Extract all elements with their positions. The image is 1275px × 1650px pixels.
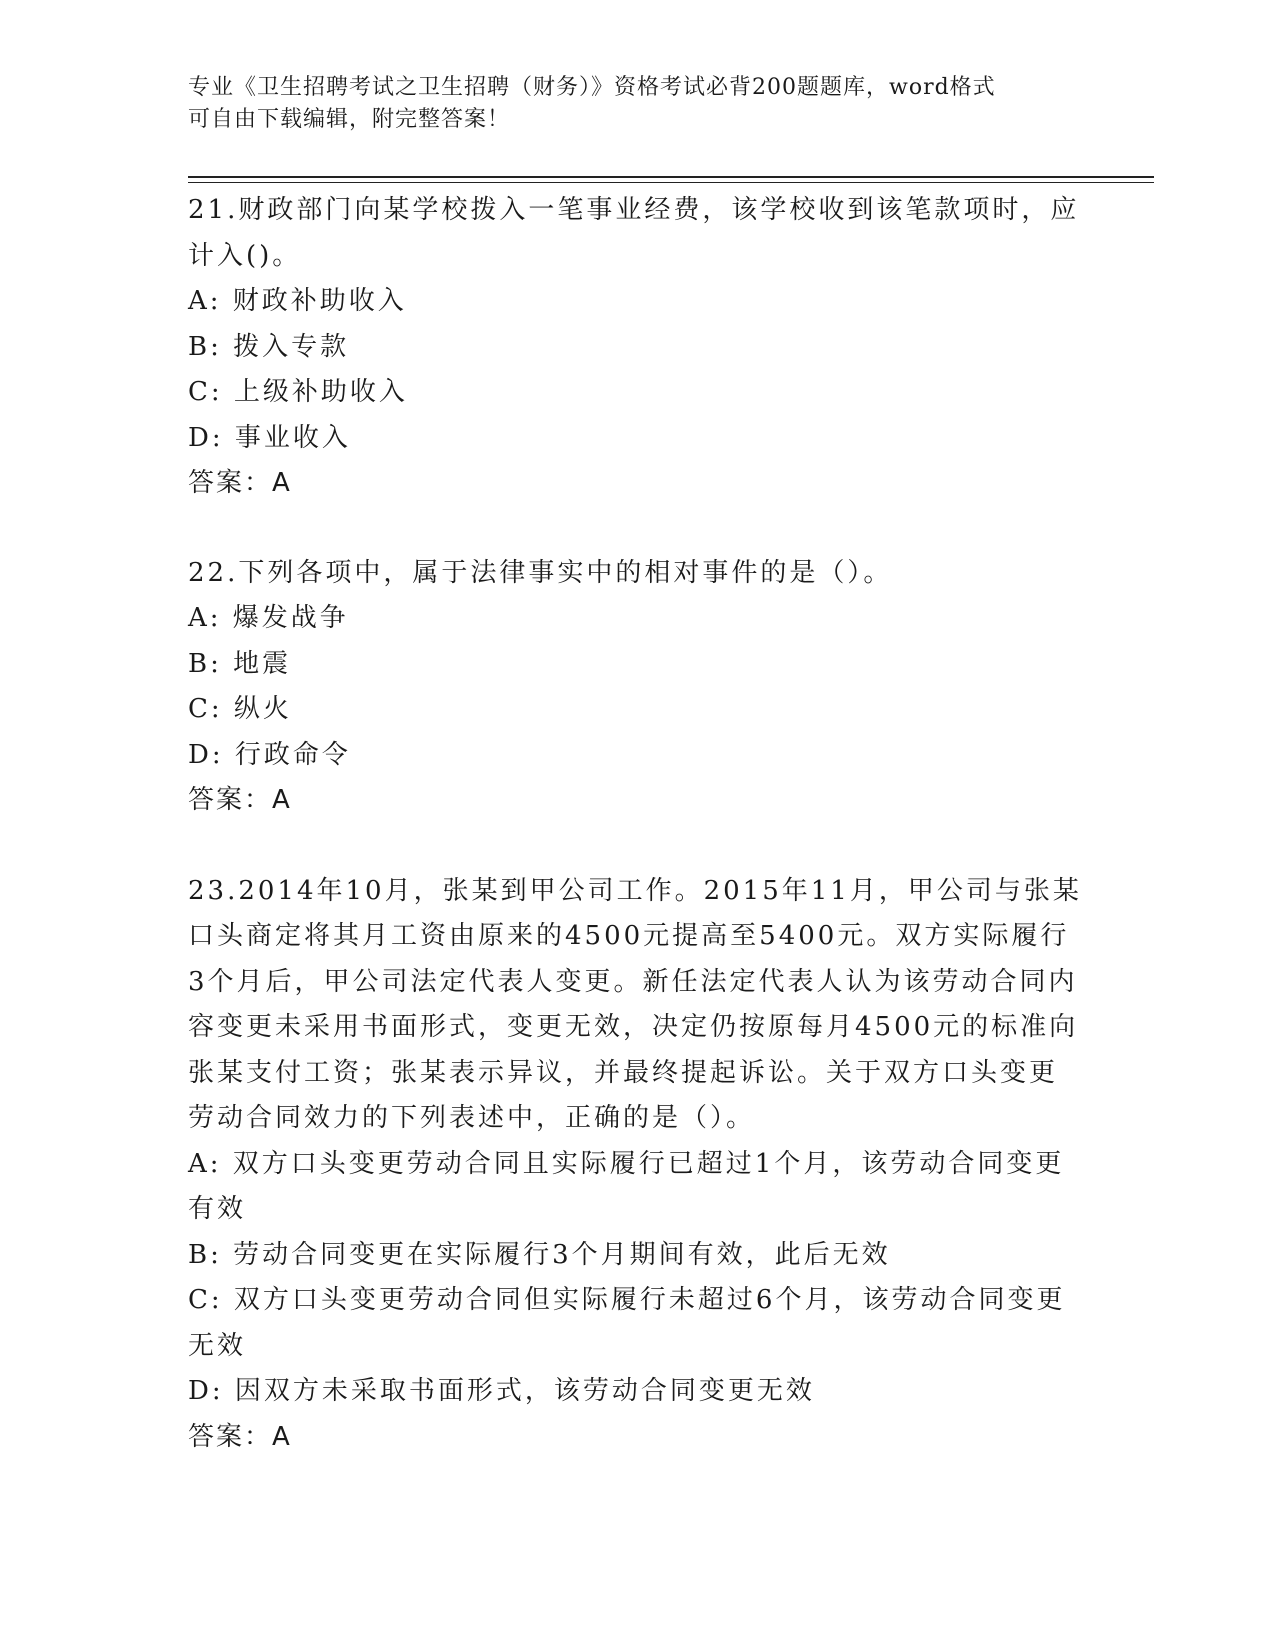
option-d: D: 因双方未采取书面形式，该劳动合同变更无效: [188, 1376, 815, 1406]
option-c-continued: 无效: [188, 1330, 247, 1361]
answer: 答案：A: [188, 1421, 292, 1452]
question-stem-line: 劳动合同效力的下列表述中，正确的是（）。: [188, 1103, 756, 1133]
question-spacer: [188, 824, 1088, 869]
question-stem-line: 22.下列各项中，属于法律事实中的相对事件的是（）。: [188, 557, 893, 588]
question-stem-line: 计入()。: [188, 240, 302, 271]
question-list: [188, 188, 1088, 1460]
option-b: B: 地震: [188, 648, 292, 679]
question-stem-line: 容变更未采用书面形式，变更无效，决定仍按原每月4500元的标准向: [188, 1012, 1079, 1042]
option-d: D: 事业收入: [188, 422, 351, 453]
option-b: B: 劳动合同变更在实际履行3个月期间有效，此后无效: [188, 1239, 891, 1270]
header-line-2: 可自由下载编辑，附完整答案！: [188, 107, 511, 132]
header-divider-thick: [188, 176, 1154, 178]
option-c: C: 上级补助收入: [188, 377, 408, 407]
question-stem-line: 21.财政部门向某学校拨入一笔事业经费，该学校收到该笔款项时，应: [188, 195, 1080, 225]
question-22: [188, 551, 1088, 824]
answer: 答案：A: [188, 785, 292, 815]
option-a: A: 财政补助收入: [188, 286, 407, 316]
document-header: [188, 72, 1088, 136]
option-c: C: 纵火: [188, 694, 292, 724]
question-stem-line: 口头商定将其月工资由原来的4500元提高至5400元。双方实际履行: [188, 921, 1070, 951]
question-21: [188, 188, 1088, 507]
option-d: D: 行政命令: [188, 739, 351, 770]
header-line-1: 专业《卫生招聘考试之卫生招聘（财务）》资格考试必背200题题库，word格式: [188, 75, 996, 100]
option-b: B: 拨入专款: [188, 331, 350, 362]
question-stem-line: 3个月后，甲公司法定代表人变更。新任法定代表人认为该劳动合同内: [188, 966, 1078, 997]
question-stem-line: 23.2014年10月，张某到甲公司工作。2015年11月，甲公司与张某: [188, 875, 1082, 906]
option-a-continued: 有效: [188, 1194, 247, 1224]
option-a: A: 爆发战争: [188, 603, 349, 633]
question-spacer: [188, 507, 1088, 551]
option-c: C: 双方口头变更劳动合同但实际履行未超过6个月，该劳动合同变更: [188, 1285, 1066, 1315]
header-divider-thin: [188, 182, 1154, 183]
question-23: [188, 869, 1088, 1461]
question-stem-line: 张某支付工资；张某表示异议，并最终提起诉讼。关于双方口头变更: [188, 1057, 1059, 1088]
answer: 答案：A: [188, 468, 292, 498]
option-a: A: 双方口头变更劳动合同且实际履行已超过1个月，该劳动合同变更: [188, 1148, 1065, 1179]
